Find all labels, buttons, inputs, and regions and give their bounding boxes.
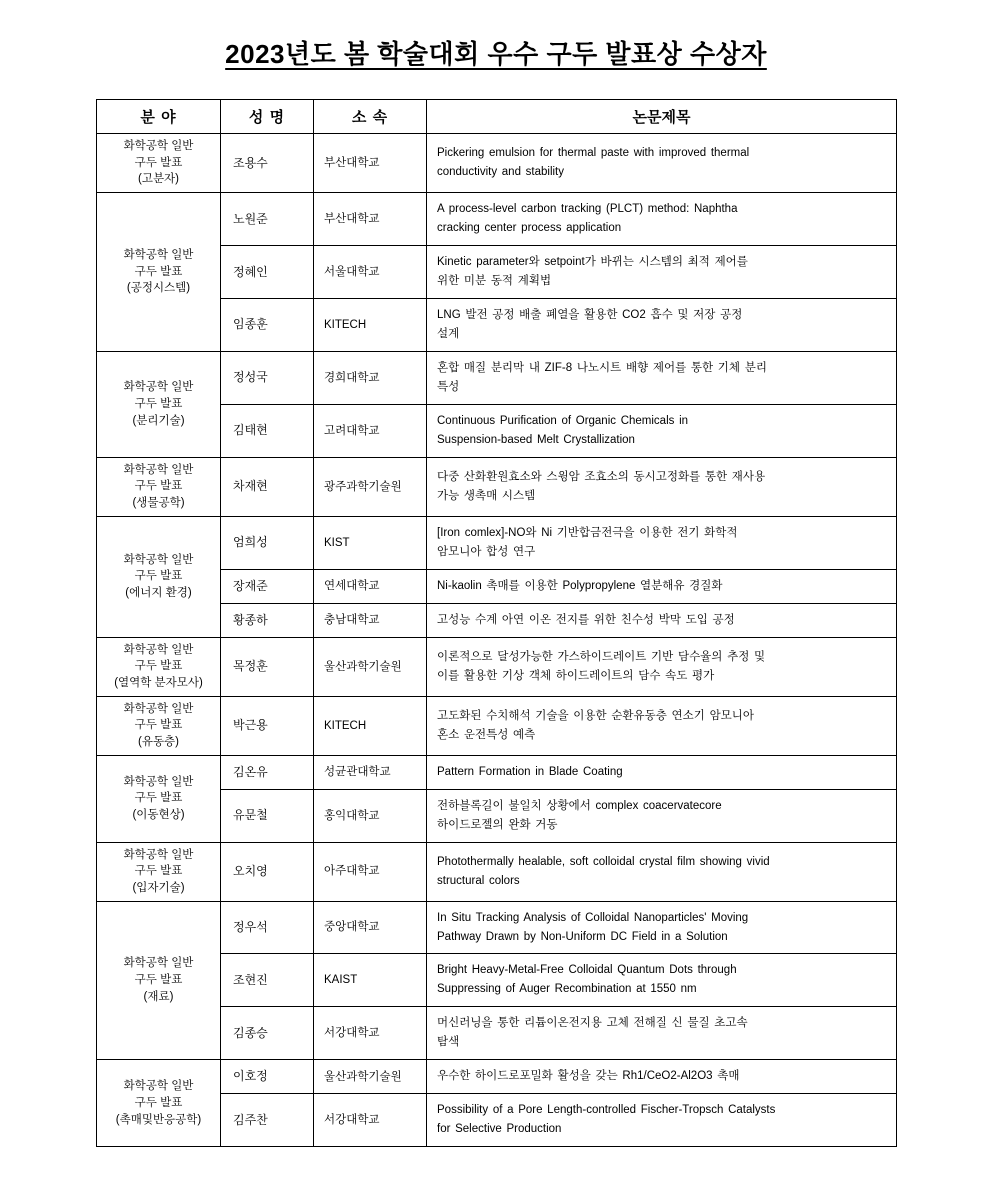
paper-title-line: 설계 xyxy=(437,327,460,340)
award-table xyxy=(96,99,897,1147)
cell-affiliation: 아주대학교 xyxy=(314,842,427,901)
paper-title-line: 이를 활용한 기상 객체 하이드레이트의 담수 속도 평가 xyxy=(437,669,715,682)
cell-paper-title xyxy=(427,569,897,603)
cell-paper-title xyxy=(427,603,897,637)
field-line: 화학공학 일반 xyxy=(123,248,194,261)
cell-name: 박근용 xyxy=(221,696,314,755)
cell-paper-title xyxy=(427,516,897,569)
cell-field xyxy=(97,901,221,1060)
cell-paper-title xyxy=(427,457,897,516)
paper-title-line: Suspension-based Melt Crystallization xyxy=(437,433,635,446)
cell-affiliation: KAIST xyxy=(314,954,427,1007)
paper-title-line: Continuous Purification of Organic Chemicals in xyxy=(437,414,689,427)
cell-paper-title xyxy=(427,245,897,298)
cell-affiliation: 부산대학교 xyxy=(314,193,427,246)
field-line: 화학공학 일반 xyxy=(123,702,194,715)
cell-affiliation: KITECH xyxy=(314,298,427,351)
page-title: 2023년도 봄 학술대회 우수 구두 발표상 수상자 xyxy=(225,39,767,69)
field-line: 구두 발표 xyxy=(134,397,183,410)
cell-name: 조현진 xyxy=(221,954,314,1007)
field-line: 화학공학 일반 xyxy=(123,1080,194,1093)
cell-affiliation: 서강대학교 xyxy=(314,1094,427,1147)
column-header-name: 성 명 xyxy=(221,100,314,134)
cell-affiliation: 서강대학교 xyxy=(314,1007,427,1060)
field-line: 화학공학 일반 xyxy=(123,381,194,394)
table-row xyxy=(97,457,897,516)
field-line: 화학공학 일반 xyxy=(123,775,194,788)
cell-paper-title xyxy=(427,351,897,404)
field-line: (공정시스템) xyxy=(126,282,191,295)
cell-paper-title xyxy=(427,1007,897,1060)
cell-paper-title xyxy=(427,901,897,954)
table-row xyxy=(97,755,897,789)
paper-title-line: Kinetic parameter와 setpoint가 바뀌는 시스템의 최적 제어를 xyxy=(437,255,748,268)
table-row xyxy=(97,1060,897,1094)
cell-field xyxy=(97,842,221,901)
paper-title-line: Ni-kaolin 촉매를 이용한 Polypropylene 열분해유 경질화 xyxy=(437,579,723,592)
paper-title-line: Pathway Drawn by Non-Uniform DC Field in a Solution xyxy=(437,930,728,943)
field-line: 구두 발표 xyxy=(134,480,183,493)
cell-name: 정혜인 xyxy=(221,245,314,298)
cell-affiliation: 서울대학교 xyxy=(314,245,427,298)
cell-affiliation: 충남대학교 xyxy=(314,603,427,637)
paper-title-line: 위한 미분 동적 계획법 xyxy=(437,274,552,287)
cell-paper-title xyxy=(427,1094,897,1147)
cell-affiliation: 울산과학기술원 xyxy=(314,1060,427,1094)
field-line: 구두 발표 xyxy=(134,792,183,805)
paper-title-line: Photothermally healable, soft colloidal crystal film showing vivid xyxy=(437,855,770,868)
paper-title-line: Bright Heavy-Metal-Free Colloidal Quantum Dots through xyxy=(437,964,737,977)
field-line: (에너지 환경) xyxy=(125,586,192,599)
cell-name: 노원준 xyxy=(221,193,314,246)
cell-name: 황종하 xyxy=(221,603,314,637)
cell-paper-title xyxy=(427,842,897,901)
field-line: (입자기술) xyxy=(132,881,185,894)
column-header-affiliation: 소 속 xyxy=(314,100,427,134)
field-line: (생물공학) xyxy=(132,497,185,510)
field-line: 화학공학 일반 xyxy=(123,553,194,566)
cell-name: 이호정 xyxy=(221,1060,314,1094)
field-line: 화학공학 일반 xyxy=(123,848,194,861)
cell-name: 목정훈 xyxy=(221,637,314,696)
field-line: 화학공학 일반 xyxy=(123,463,194,476)
cell-name: 유문철 xyxy=(221,789,314,842)
cell-name: 김종승 xyxy=(221,1007,314,1060)
cell-name: 임종훈 xyxy=(221,298,314,351)
field-line: 구두 발표 xyxy=(134,156,183,169)
cell-name: 엄희성 xyxy=(221,516,314,569)
paper-title-line: Pattern Formation in Blade Coating xyxy=(437,765,623,778)
cell-paper-title xyxy=(427,696,897,755)
table-header-row xyxy=(97,100,897,134)
column-header-paper-title: 논문제목 xyxy=(427,100,897,134)
field-line: 구두 발표 xyxy=(134,570,183,583)
cell-affiliation: 중앙대학교 xyxy=(314,901,427,954)
cell-field xyxy=(97,755,221,842)
cell-name: 김온유 xyxy=(221,755,314,789)
paper-title-line: LNG 발전 공정 배출 폐열을 활용한 CO2 흡수 및 저장 공정 xyxy=(437,308,743,321)
cell-paper-title xyxy=(427,298,897,351)
cell-affiliation: 성균관대학교 xyxy=(314,755,427,789)
table-row xyxy=(97,351,897,404)
paper-title-line: In Situ Tracking Analysis of Colloidal Nanoparticles' Moving xyxy=(437,911,749,924)
field-line: 구두 발표 xyxy=(134,265,183,278)
cell-field xyxy=(97,351,221,457)
paper-title-line: for Selective Production xyxy=(437,1123,562,1136)
field-line: (재료) xyxy=(143,990,174,1003)
paper-title-line: 머신러닝을 통한 리튬이온전지용 고체 전해질 신 물질 초고속 xyxy=(437,1017,748,1030)
field-line: 구두 발표 xyxy=(134,974,183,987)
paper-title-line: Suppressing of Auger Recombination at 1550 nm xyxy=(437,983,697,996)
paper-title-line: 다중 산화환원효소와 스윙암 조효소의 동시고정화를 통한 재사용 xyxy=(437,470,766,483)
cell-affiliation: 경희대학교 xyxy=(314,351,427,404)
table-row xyxy=(97,193,897,246)
paper-title-line: 탐색 xyxy=(437,1036,460,1049)
cell-affiliation: KITECH xyxy=(314,696,427,755)
cell-paper-title xyxy=(427,1060,897,1094)
cell-name: 정성국 xyxy=(221,351,314,404)
field-line: 화학공학 일반 xyxy=(123,140,194,152)
field-line: (이동현상) xyxy=(132,808,185,821)
cell-field xyxy=(97,516,221,637)
paper-title-line: 혼소 운전특성 예측 xyxy=(437,728,536,741)
cell-field xyxy=(97,1060,221,1147)
cell-paper-title xyxy=(427,193,897,246)
table-row xyxy=(97,842,897,901)
field-line: 화학공학 일반 xyxy=(123,957,194,970)
field-line: (분리기술) xyxy=(132,414,185,427)
cell-field xyxy=(97,637,221,696)
table-header xyxy=(97,100,897,134)
cell-name: 김태현 xyxy=(221,404,314,457)
field-line: 구두 발표 xyxy=(134,1096,183,1109)
award-table-container xyxy=(96,99,896,1147)
paper-title-line: conductivity and stability xyxy=(437,166,565,178)
paper-title-line: 고도화된 수치해석 기술을 이용한 순환유동층 연소기 암모니아 xyxy=(437,709,755,722)
paper-title-line: 고성능 수계 아연 이온 전지를 위한 친수성 박막 도입 공정 xyxy=(437,613,735,626)
cell-affiliation: 광주과학기술원 xyxy=(314,457,427,516)
table-row xyxy=(97,696,897,755)
cell-field xyxy=(97,193,221,352)
paper-title-line: Pickering emulsion for thermal paste with improved thermal xyxy=(437,147,750,160)
field-line: 구두 발표 xyxy=(134,660,183,673)
field-line: (열역학 분자모사) xyxy=(114,676,203,689)
table-row xyxy=(97,901,897,954)
cell-affiliation: 홍익대학교 xyxy=(314,789,427,842)
table-row xyxy=(97,637,897,696)
field-line: (유동층) xyxy=(138,735,179,748)
paper-title-line: 하이드로젤의 완화 거동 xyxy=(437,818,558,831)
cell-name: 김주찬 xyxy=(221,1094,314,1147)
cell-name: 차재현 xyxy=(221,457,314,516)
cell-affiliation: KIST xyxy=(314,516,427,569)
paper-title-line: 특성 xyxy=(437,380,460,393)
cell-affiliation: 울산과학기술원 xyxy=(314,637,427,696)
paper-title-line: structural colors xyxy=(437,874,520,887)
table-row xyxy=(97,134,897,193)
paper-title-line: 이론적으로 달성가능한 가스하이드레이트 기반 담수율의 추정 및 xyxy=(437,650,766,663)
cell-paper-title xyxy=(427,134,897,193)
cell-affiliation: 연세대학교 xyxy=(314,569,427,603)
field-line: 화학공학 일반 xyxy=(123,643,194,656)
cell-paper-title xyxy=(427,789,897,842)
cell-name: 조용수 xyxy=(221,134,314,193)
paper-title-line: [Iron comlex]-NO와 Ni 기반합금전극을 이용한 전기 화학적 xyxy=(437,526,738,539)
table-row xyxy=(97,516,897,569)
paper-title-line: 가능 생촉매 시스템 xyxy=(437,489,536,502)
paper-title-line: 혼합 매질 분리막 내 ZIF-8 나노시트 배향 제어를 통한 기체 분리 xyxy=(437,361,767,374)
cell-name: 오치영 xyxy=(221,842,314,901)
field-line: (촉매및반응공학) xyxy=(115,1113,202,1126)
column-header-field: 분 야 xyxy=(97,100,221,134)
field-line: (고분자) xyxy=(138,173,179,186)
cell-field xyxy=(97,696,221,755)
paper-title-line: A process-level carbon tracking (PLCT) method: Naphtha xyxy=(437,203,738,216)
cell-paper-title xyxy=(427,637,897,696)
cell-name: 정우석 xyxy=(221,901,314,954)
table-body xyxy=(97,134,897,1147)
cell-field xyxy=(97,457,221,516)
paper-title-line: Possibility of a Pore Length-controlled Fischer-Tropsch Catalysts xyxy=(437,1104,776,1117)
paper-title-line: 우수한 하이드로포밀화 활성을 갖는 Rh1/CeO2-Al2O3 촉매 xyxy=(437,1070,740,1083)
field-line: 구두 발표 xyxy=(134,719,183,732)
cell-paper-title xyxy=(427,755,897,789)
cell-affiliation: 고려대학교 xyxy=(314,404,427,457)
paper-title-line: 암모니아 합성 연구 xyxy=(437,545,536,558)
paper-title-line: 전하블록길이 불일치 상황에서 complex coacervatecore xyxy=(437,799,722,812)
cell-paper-title xyxy=(427,404,897,457)
field-line: 구두 발표 xyxy=(134,865,183,878)
cell-field xyxy=(97,134,221,193)
cell-name: 장재준 xyxy=(221,569,314,603)
cell-paper-title xyxy=(427,954,897,1007)
cell-affiliation: 부산대학교 xyxy=(314,134,427,193)
paper-title-line: cracking center process application xyxy=(437,221,622,234)
